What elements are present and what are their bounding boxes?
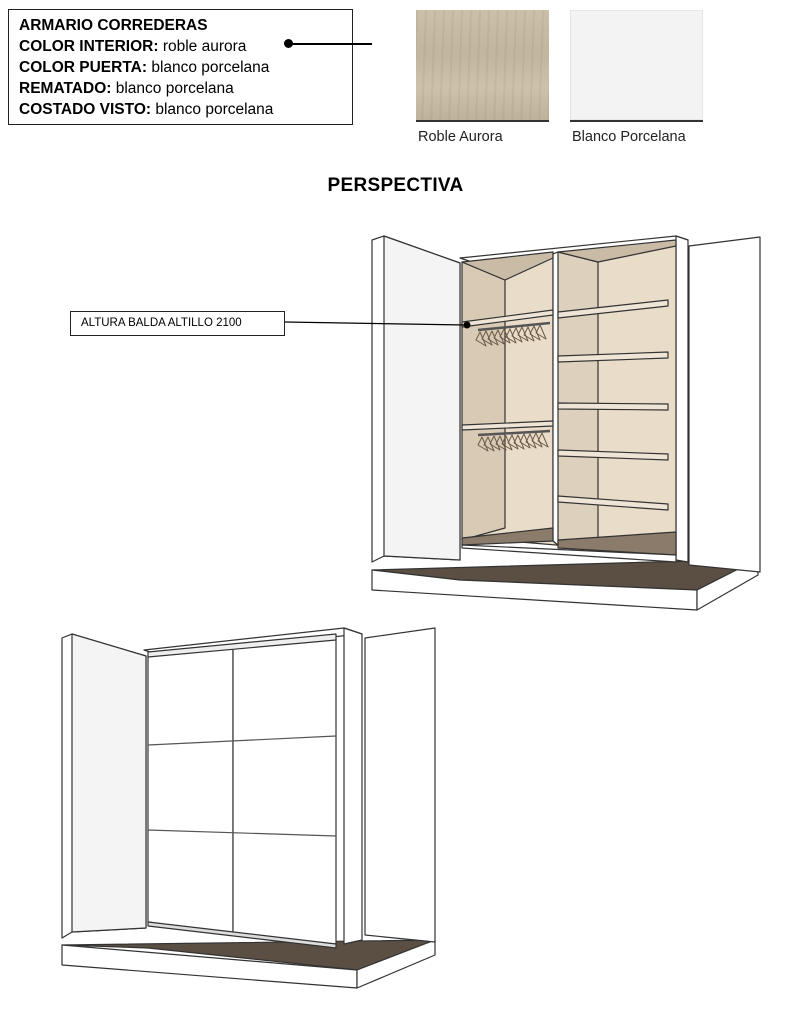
left-wall-face	[384, 236, 460, 560]
spec-label: COLOR PUERTA:	[19, 59, 148, 76]
central-divider-front	[553, 252, 558, 545]
carcass-right-side	[676, 236, 688, 562]
spec-value: blanco porcelana	[155, 101, 274, 118]
spec-label: COSTADO VISTO:	[19, 101, 152, 118]
open-wardrobe-illustration	[372, 236, 760, 610]
section-title: PERSPECTIVA	[327, 175, 464, 196]
spec-label: REMATADO:	[19, 80, 112, 97]
callout-dot	[464, 322, 471, 329]
spec-title: ARMARIO CORREDERAS	[19, 17, 208, 34]
callout-altura-balda	[70, 311, 285, 336]
left-wall-face-closed	[72, 634, 146, 932]
shelf-right-3	[558, 403, 668, 410]
closed-wardrobe-illustration	[62, 628, 435, 988]
spec-value: blanco porcelana	[151, 59, 270, 76]
door-right	[233, 638, 336, 944]
spec-value: blanco porcelana	[115, 80, 234, 97]
swatch-label-roble: Roble Aurora	[418, 129, 503, 145]
swatch-label-blanco: Blanco Porcelana	[572, 129, 686, 145]
interior-left-side	[462, 262, 505, 540]
carcass-right-closed	[344, 628, 362, 944]
spec-label: COLOR INTERIOR:	[19, 38, 159, 55]
callout-label: ALTURA BALDA ALTILLO 2100	[81, 317, 242, 329]
right-wall	[689, 237, 760, 572]
door-left	[148, 648, 233, 934]
spec-value: roble aurora	[162, 38, 247, 55]
right-wall-closed	[365, 628, 435, 942]
